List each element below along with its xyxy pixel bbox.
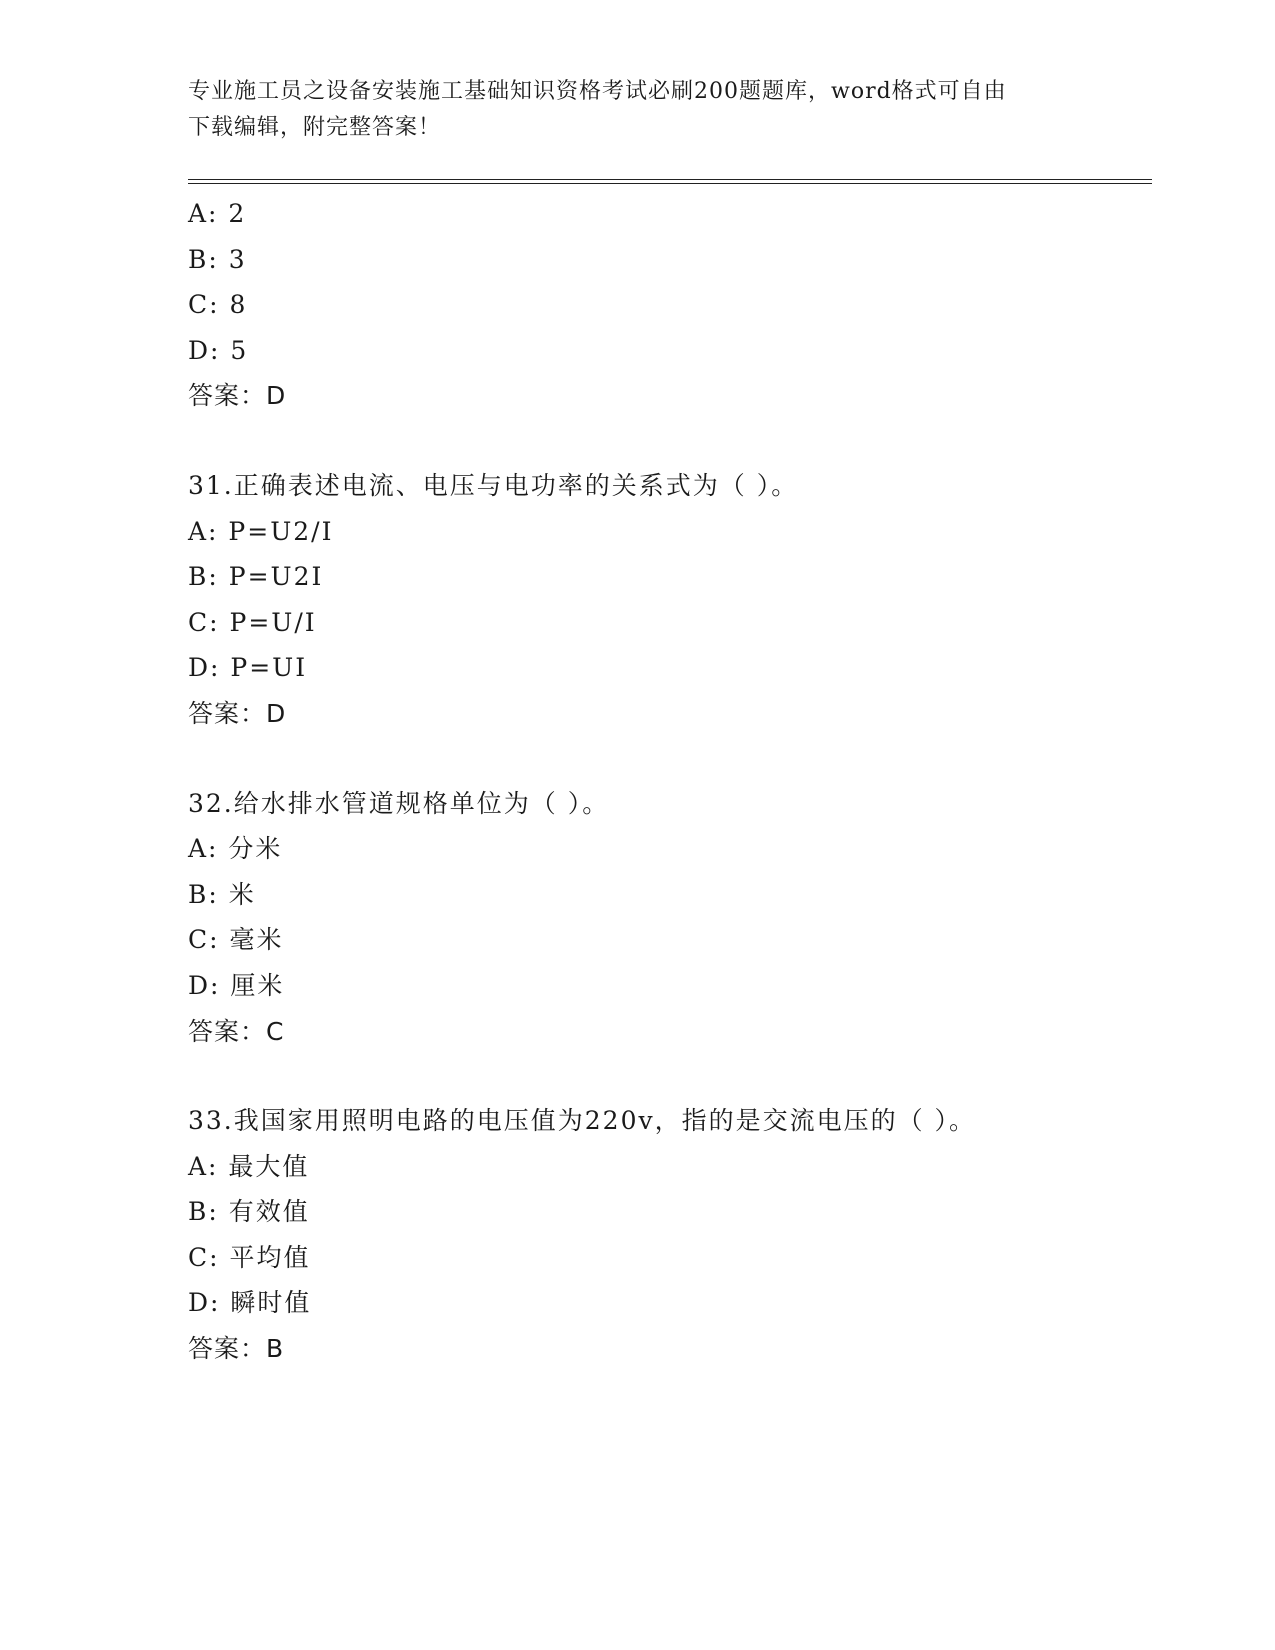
spacer <box>188 419 1152 463</box>
option-b: B: P=U2I <box>188 562 324 592</box>
option-a: A: 最大值 <box>188 1151 310 1181</box>
option-c: C: P=U/I <box>188 607 317 637</box>
header-rule-bottom <box>188 183 1152 184</box>
question-32-block <box>188 781 1152 1055</box>
option-c: C: 毫米 <box>188 925 284 955</box>
spacer <box>188 737 1152 781</box>
spacer <box>188 1054 1152 1098</box>
option-a: A: 分米 <box>188 834 283 864</box>
answer-line: 答案：B <box>188 1334 285 1364</box>
answer-line: 答案：C <box>188 1016 285 1046</box>
question-33-block <box>188 1098 1152 1372</box>
option-d: D: 厘米 <box>188 970 285 1000</box>
header-rule-top <box>188 179 1152 180</box>
question-31-block <box>188 463 1152 737</box>
option-c: C: 8 <box>188 290 248 320</box>
option-a: A: 2 <box>188 199 247 228</box>
question-text: 31.正确表述电流、电压与电功率的关系式为（ ）。 <box>188 470 799 500</box>
option-d: D: P=UI <box>188 653 308 683</box>
option-b: B: 有效值 <box>188 1197 310 1227</box>
header-line-1: 专业施工员之设备安装施工基础知识资格考试必刷200题题库，word格式可自由 <box>188 79 1007 104</box>
question-text: 33.我国家用照明电路的电压值为220v，指的是交流电压的（ ）。 <box>188 1106 977 1136</box>
header-line-2: 下载编辑，附完整答案！ <box>188 115 442 140</box>
document-header <box>188 74 1068 146</box>
answer-line: 答案：D <box>188 698 287 728</box>
question-list <box>188 191 1152 1372</box>
option-d: D: 瞬时值 <box>188 1288 312 1318</box>
option-d: D: 5 <box>188 335 249 365</box>
question-text: 32.给水排水管道规格单位为（ ）。 <box>188 788 610 818</box>
answer-line: 答案：D <box>188 381 287 411</box>
option-b: B: 3 <box>188 244 247 274</box>
option-c: C: 平均值 <box>188 1242 311 1272</box>
option-a: A: P=U2/I <box>188 516 334 546</box>
question-30-block <box>188 191 1152 419</box>
option-b: B: 米 <box>188 879 256 909</box>
